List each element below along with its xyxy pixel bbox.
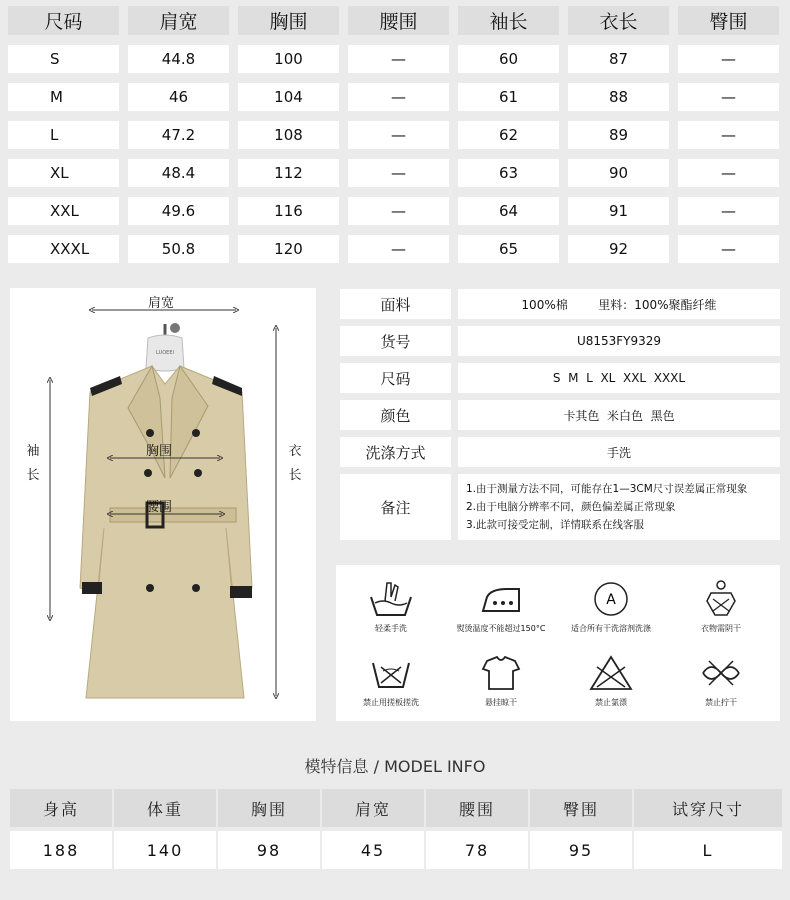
size-value-cell: — <box>348 235 449 263</box>
color-value: 卡其色 米白色 黑色 <box>458 400 780 430</box>
model-header-cell: 试穿尺寸 <box>634 789 782 827</box>
info-row-size <box>340 363 780 393</box>
size-value-cell: 116 <box>238 197 339 225</box>
item-no-label: 货号 <box>340 326 451 356</box>
svg-text:A: A <box>606 592 616 608</box>
size-name-cell: XXXL <box>8 235 119 263</box>
care-item: 衣物需阴干 <box>666 579 776 634</box>
size-table <box>8 6 780 263</box>
notes-value <box>458 474 780 540</box>
care-item: 禁止用搓板搓洗 <box>336 653 446 708</box>
size-value-cell: 92 <box>568 235 669 263</box>
size-value-cell: 91 <box>568 197 669 225</box>
iron-150-icon <box>477 579 525 619</box>
size-value-cell: 60 <box>458 45 559 73</box>
note-line: 2.由于电脑分辨率不同，颜色偏差属正常现象 <box>466 501 676 513</box>
size-table-header: 胸围 <box>238 6 339 35</box>
model-info-table <box>10 789 780 869</box>
no-washboard-icon <box>367 653 415 693</box>
size-value-cell: 87 <box>568 45 669 73</box>
size-value-cell: 108 <box>238 121 339 149</box>
shoulder-label: 肩宽 <box>148 296 175 311</box>
model-value-cell: 188 <box>10 831 112 869</box>
hand-wash-icon <box>367 579 415 619</box>
care-item: 轻柔手洗 <box>336 579 446 634</box>
color-label: 颜色 <box>340 400 451 430</box>
size-value-cell: 46 <box>128 83 229 111</box>
model-header-cell: 体重 <box>114 789 216 827</box>
size-value-cell: 89 <box>568 121 669 149</box>
product-info-table <box>340 289 780 547</box>
waist-label: 腰围 <box>146 500 173 515</box>
model-info-title: 模特信息 / MODEL INFO <box>304 757 486 776</box>
size-value-cell: 49.6 <box>128 197 229 225</box>
notes-label: 备注 <box>340 474 451 540</box>
size-table-header: 肩宽 <box>128 6 229 35</box>
model-value-cell: L <box>634 831 782 869</box>
dry-clean-a-icon <box>587 579 635 619</box>
size-value-cell: — <box>678 83 779 111</box>
size-value-cell: — <box>348 45 449 73</box>
size-table-header: 衣长 <box>568 6 669 35</box>
size-value-cell: 62 <box>458 121 559 149</box>
model-header-cell: 肩宽 <box>322 789 424 827</box>
size-value-cell: 90 <box>568 159 669 187</box>
size-value-cell: — <box>678 159 779 187</box>
size-value-cell: 88 <box>568 83 669 111</box>
length-label: 衣 长 <box>288 444 302 483</box>
model-value-cell: 95 <box>530 831 632 869</box>
info-row-notes <box>340 474 780 540</box>
care-item: 悬挂晾干 <box>446 653 556 708</box>
coat-diagram <box>10 288 316 721</box>
model-value-cell: 140 <box>114 831 216 869</box>
note-line: 1.由于测量方法不同，可能存在1—3CM尺寸误差属正常现象 <box>466 483 748 495</box>
info-row-color <box>340 400 780 430</box>
size-name-cell: M <box>8 83 119 111</box>
model-header-cell: 腰围 <box>426 789 528 827</box>
size-value-cell: 120 <box>238 235 339 263</box>
size-value-cell: 65 <box>458 235 559 263</box>
size-table-header: 臀围 <box>678 6 779 35</box>
model-value-cell: 45 <box>322 831 424 869</box>
fabric-label: 面料 <box>340 289 451 319</box>
care-item: 禁止拧干 <box>666 653 776 708</box>
chest-label: 胸围 <box>146 444 173 459</box>
coat-body <box>80 366 252 698</box>
size-value-cell: — <box>678 45 779 73</box>
size-value-cell: 104 <box>238 83 339 111</box>
size-value-cell: — <box>348 159 449 187</box>
size-value-cell: — <box>348 197 449 225</box>
size-value-cell: 50.8 <box>128 235 229 263</box>
size-value-cell: 47.2 <box>128 121 229 149</box>
no-bleach-icon <box>587 653 635 693</box>
info-row-wash <box>340 437 780 467</box>
size-value-cell: — <box>678 121 779 149</box>
item-no-value: U8153FY9329 <box>458 326 780 356</box>
hang-dry-icon <box>477 653 525 693</box>
wash-value: 手洗 <box>458 437 780 467</box>
model-value-cell: 98 <box>218 831 320 869</box>
size-name-cell: S <box>8 45 119 73</box>
size-value-cell: 64 <box>458 197 559 225</box>
care-symbols-panel <box>336 565 780 721</box>
model-header-cell: 身高 <box>10 789 112 827</box>
info-row-item-no <box>340 326 780 356</box>
size-value-cell: 48.4 <box>128 159 229 187</box>
size-name-cell: XL <box>8 159 119 187</box>
no-wring-icon <box>697 653 745 693</box>
model-value-cell: 78 <box>426 831 528 869</box>
wash-label: 洗涤方式 <box>340 437 451 467</box>
sleeve-label: 袖 长 <box>26 444 40 483</box>
size-name-cell: L <box>8 121 119 149</box>
size-value-cell: — <box>348 121 449 149</box>
size-name-cell: XXL <box>8 197 119 225</box>
size-value-cell: 100 <box>238 45 339 73</box>
model-header-cell: 胸围 <box>218 789 320 827</box>
info-row-fabric <box>340 289 780 319</box>
size-value-cell: — <box>678 235 779 263</box>
size-label: 尺码 <box>340 363 451 393</box>
note-line: 3.此款可接受定制，详情联系在线客服 <box>466 519 645 531</box>
model-header-cell: 臀围 <box>530 789 632 827</box>
size-value-cell: 61 <box>458 83 559 111</box>
care-item: 禁止氯漂 <box>556 653 666 708</box>
hanging-dry-icon <box>697 579 745 619</box>
size-value: S M L XL XXL XXXL <box>458 363 780 393</box>
size-table-header: 腰围 <box>348 6 449 35</box>
size-value-cell: — <box>678 197 779 225</box>
fabric-value: 100%棉 里料：100%聚酯纤维 <box>458 289 780 319</box>
size-value-cell: 63 <box>458 159 559 187</box>
mannequin-label: LUOEEI <box>156 350 174 356</box>
care-item: A 适合所有干洗溶剂洗涤 <box>556 579 666 634</box>
size-table-header: 袖长 <box>458 6 559 35</box>
care-item: 熨烫温度不能超过150°C <box>446 579 556 634</box>
size-table-header: 尺码 <box>8 6 119 35</box>
size-value-cell: 44.8 <box>128 45 229 73</box>
size-value-cell: 112 <box>238 159 339 187</box>
size-value-cell: — <box>348 83 449 111</box>
